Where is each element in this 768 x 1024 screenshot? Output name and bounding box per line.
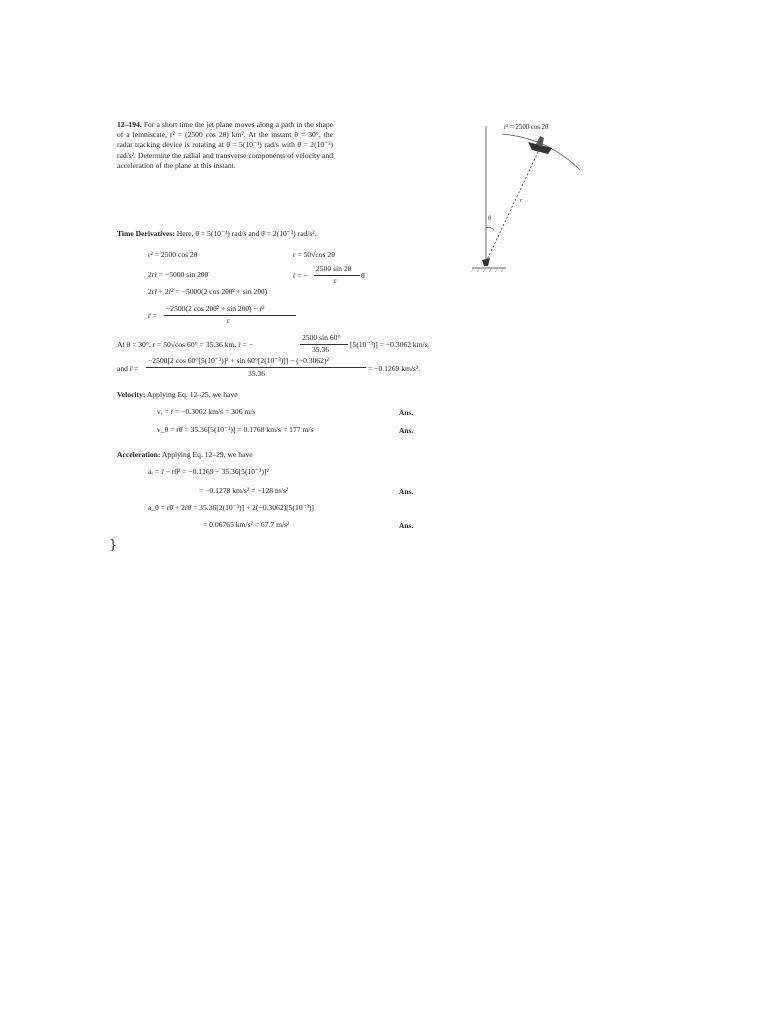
theta-arc <box>486 227 494 230</box>
eq4-den: r <box>227 316 230 325</box>
acceleration-intro: Applying Eq. 12–29, we have <box>161 450 253 459</box>
radar-icon <box>482 258 490 266</box>
velocity-radial: vᵣ = ṙ = −0.3062 km/s = 306 m/s <box>157 407 256 416</box>
stray-brace: } <box>109 538 118 553</box>
problem-number: 12–194. <box>117 120 142 129</box>
lemniscate-figure <box>468 118 588 280</box>
instant-line1-prefix: At θ = 30°, r = 50√cos 60° = 35.36 km, ṙ = − <box>117 340 254 349</box>
eq2-left: 2rṙ = −5000 sin 2θθ̇ <box>148 270 209 279</box>
ground-hatch <box>471 268 504 272</box>
time-derivatives-line <box>117 229 316 239</box>
velocity-transverse-ans: Ans. <box>399 426 414 435</box>
eq4-frac-bar <box>164 315 296 316</box>
instant-line1-num: 2500 sin 60° <box>302 333 341 342</box>
eq4-prefix: r̈ = <box>148 311 157 320</box>
time-derivatives-heading: Time Derivatives: <box>117 229 175 238</box>
eq4-num: −2500(2 cos 2θθ̇² + sin 2θθ̈) − ṙ² <box>166 304 265 313</box>
instant-line2-num: −2500[2 cos 60°[5(10⁻³)]² + sin 60°[2(10⁻³)]] − (−0.3062)² <box>148 356 329 365</box>
velocity-heading: Velocity: <box>117 390 146 399</box>
acceleration-radial-ans: Ans. <box>399 487 414 496</box>
instant-line2-prefix: and r̈ = <box>117 364 139 373</box>
instant-line2-bar <box>146 367 366 368</box>
velocity-transverse: v_θ = rθ̇ = 35.36[5(10⁻³)] = 0.1768 km/s = 177 m/s <box>157 425 314 434</box>
jet-plane-icon <box>528 136 552 154</box>
eq1-left: r² = 2500 cos 2θ <box>148 250 198 259</box>
theta-label: θ <box>488 216 491 222</box>
instant-line2-suffix: = −0.1269 km/s². <box>368 364 421 373</box>
acceleration-line <box>117 450 253 460</box>
time-derivatives-intro: Here, θ̇ = 5(10⁻³) rad/s and θ̈ = 2(10⁻³) rad/s². <box>176 229 317 238</box>
curve-label: r² = 2500 cos 2θ <box>504 124 549 131</box>
problem-statement <box>117 120 333 171</box>
acceleration-transverse-ans: Ans. <box>399 521 414 530</box>
acceleration-transverse-2: = 0.06765 km/s² = 67.7 m/s² <box>203 520 290 529</box>
acceleration-radial-2: = −0.1278 km/s² = −128 m/s² <box>199 486 289 495</box>
instant-line2-den: 35.36 <box>248 369 266 378</box>
instant-line1-den: 35.36 <box>312 345 330 354</box>
velocity-radial-ans: Ans. <box>399 408 414 417</box>
r-label: r <box>520 198 523 204</box>
eq2-right-prefix: ṙ = − <box>293 271 308 280</box>
eq2-right-den: r <box>334 276 337 285</box>
instant-line1-suffix: [5(10⁻³)] = −0.3062 km/s <box>350 340 428 349</box>
eq1-right: r = 50√cos 2θ <box>293 250 335 259</box>
eq2-right-num: 2500 sin 2θ <box>316 264 352 273</box>
velocity-intro: Applying Eq. 12–25, we have <box>146 390 238 399</box>
acceleration-radial-1: aᵣ = r̈ − rθ̇² = −0.1269 − 35.36[5(10⁻³)]² <box>148 467 269 476</box>
acceleration-heading: Acceleration: <box>117 450 161 459</box>
acceleration-transverse-1: a_θ = rθ̈ + 2ṙθ̇ = 35.36[2(10⁻³)] + 2(−0.3062)[5(10⁻³)] <box>148 503 314 512</box>
eq2-frac-bar <box>314 275 360 276</box>
figure-svg <box>468 118 588 280</box>
velocity-line <box>117 390 238 400</box>
radius-line <box>486 148 540 262</box>
problem-text: For a short time the jet plane moves along a path in the shape of a lemniscate, r² = (2500 cos 2θ) km². At the instant θ = 30°, the radar tracking device is rotating at θ̇ = 5(10⁻³) rad/s with θ̈ = 2(10⁻³) rad/s². Determine the radial and transverse components of velocity and acceleration of the plane at this instant. <box>117 120 333 170</box>
eq3: 2rr̈ + 2ṙ² = −5000(2 cos 2θθ̇² + sin 2θθ̈) <box>148 287 268 296</box>
eq2-right-suffix: θ̇ <box>361 271 365 280</box>
